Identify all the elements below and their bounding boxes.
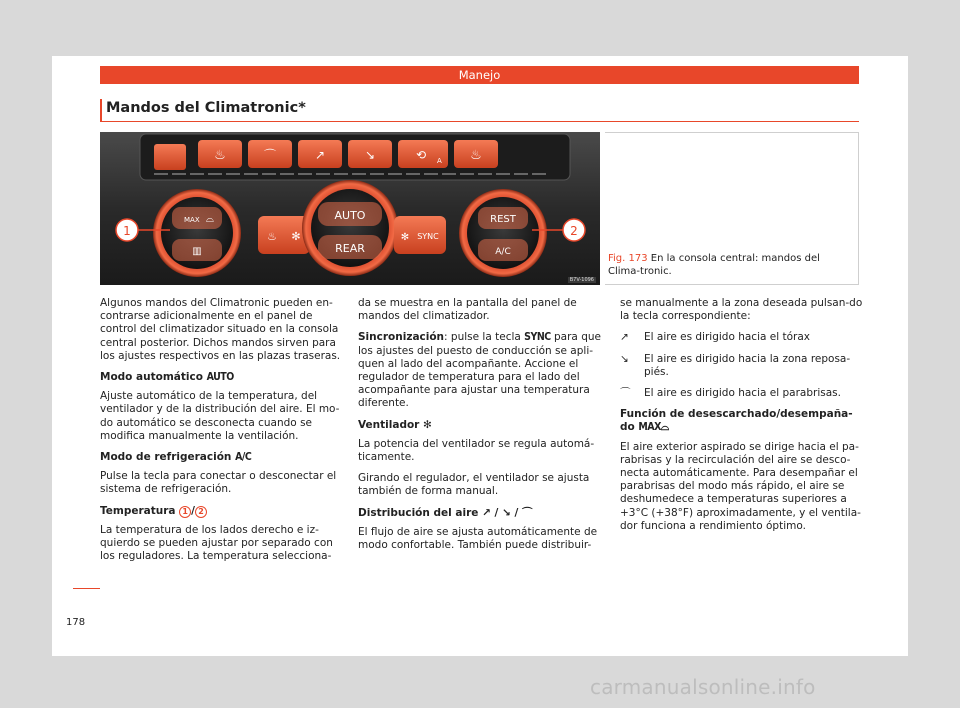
list-item-text: El aire es dirigido hacia la zona reposa-piés. bbox=[644, 352, 851, 378]
sync-lead: Sincronización bbox=[358, 331, 445, 344]
auto-label: AUTO bbox=[334, 209, 366, 222]
auto-key-label: AUTO bbox=[206, 371, 234, 384]
heading-ac-mode: Modo de refrigeración A/C bbox=[100, 451, 252, 464]
intro-paragraph: Algunos mandos del Climatronic pueden en-contrarse adicionalmente en el panel de control del climatizador situado en la consola central posterior. Dichos mandos sirven para los ajustes respectivos en las plazas traseras. bbox=[100, 297, 341, 362]
max-label: MAX bbox=[184, 216, 200, 224]
seat-heat-icon: ♨ bbox=[267, 230, 277, 243]
fan-icon: ✻ bbox=[400, 232, 410, 243]
page-number: 178 bbox=[66, 617, 86, 628]
text-column-1 bbox=[100, 297, 343, 571]
fan-paragraph-2: Girando el regulador, el ventilador se ajusta también de forma manual. bbox=[358, 472, 590, 498]
fan-icon: ✻ bbox=[291, 230, 301, 243]
text-column-3 bbox=[620, 297, 863, 541]
auto-mode-paragraph: Ajuste automático de la temperatura, del ventilador y de la distribución del aire. El mo-do automático se desconecta cuando se modifica manualmente la ventilación. bbox=[100, 390, 340, 442]
heading-defrost: Función de desescarchado/desempaña-do MAX⌓ bbox=[620, 408, 853, 434]
heading-auto-mode: Modo automático AUTO bbox=[100, 371, 234, 384]
heading-temperature: Temperatura 1 / 2 bbox=[100, 505, 343, 518]
sync-button[interactable] bbox=[394, 216, 446, 254]
fan-paragraph-1: La potencia del ventilador se regula automá-ticamente. bbox=[358, 437, 595, 464]
callout-2-inline: 2 bbox=[195, 506, 207, 518]
knob-center-auto[interactable] bbox=[302, 180, 398, 276]
ac-mode-paragraph: Pulse la tecla para conectar o desconectar el sistema de refrigeración. bbox=[100, 470, 337, 496]
climatronic-figure bbox=[100, 132, 600, 285]
heading-fan: Ventilador ✻ bbox=[358, 418, 432, 431]
fan-icon: ✻ bbox=[423, 418, 432, 431]
seat-heat-icon: ♨ bbox=[214, 148, 226, 163]
figure-caption bbox=[608, 253, 848, 278]
page-title: Mandos del Climatronic* bbox=[100, 99, 859, 122]
figure-code: B7V-1096 bbox=[569, 277, 594, 283]
figure-number: Fig. 173 bbox=[608, 253, 648, 264]
seat-heat-icon: ♨ bbox=[470, 148, 482, 163]
airflow-feet-icon: ↘ bbox=[364, 148, 376, 162]
airflow-chest-icon: ↗ bbox=[620, 331, 629, 344]
temperature-paragraph: La temperatura de los lados derecho e iz-quierdo se pueden ajustar por separado con los reguladores. La temperatura selecciona- bbox=[100, 523, 333, 563]
figure-caption-box bbox=[605, 132, 859, 285]
list-item-text: El aire es dirigido hacia el tórax bbox=[644, 331, 810, 344]
ac-label: A/C bbox=[495, 247, 511, 257]
list-item bbox=[620, 331, 863, 344]
recirculation-auto-label: A bbox=[437, 157, 442, 165]
airflow-feet-icon: ↘ bbox=[620, 352, 629, 365]
ac-key-label: A/C bbox=[235, 451, 252, 464]
airflow-chest-icon: ↗ bbox=[314, 148, 326, 162]
seat-heat-left-button[interactable] bbox=[198, 140, 242, 168]
heading-air-distribution: Distribución del aire ↗ / ↘ / ⌒ bbox=[358, 506, 533, 519]
airflow-feet-icon: ↘ bbox=[502, 506, 511, 519]
sync-label: SYNC bbox=[417, 232, 439, 241]
rest-label: REST bbox=[490, 214, 516, 225]
section-header: Manejo bbox=[100, 66, 859, 84]
recirculation-icon: ⟲ bbox=[415, 148, 427, 162]
airflow-chest-icon: ↗ bbox=[482, 506, 491, 519]
sync-paragraph: Sincronización: pulse la tecla SYNC para que los ajustes del puesto de conducción se apli-quen al lado del acompañante. Accione el regulador de temperatura para el lado del acompañante para ajustar una temperatura diferente. bbox=[358, 331, 601, 410]
airflow-chest-button[interactable] bbox=[298, 140, 342, 168]
list-item-text: El aire es dirigido hacia el parabrisas. bbox=[644, 387, 841, 400]
defrost-paragraph: El aire exterior aspirado se dirige hacia el pa-rabrisas y la recirculación del aire se desco-necta automáticamente. Para desempañar el parabrisas del modo más rápido, el aire se deshumedece a temperaturas superiores a +3°C (+38°F) aproximadamente, y el ventila-dor funciona a rendimiento óptimo. bbox=[620, 440, 861, 532]
windshield-air-icon: ⌒ bbox=[263, 148, 277, 162]
callout-1-inline: 1 bbox=[179, 506, 191, 518]
defrost-icon: ⌓ bbox=[660, 421, 670, 434]
windshield-air-button[interactable] bbox=[248, 140, 292, 168]
knob-right-temperature[interactable] bbox=[459, 189, 547, 277]
windshield-air-icon: ⌒ bbox=[620, 387, 631, 400]
windshield-air-icon: ⌒ bbox=[522, 506, 533, 519]
page-number-rule bbox=[73, 588, 100, 620]
seat-heat-right-button[interactable] bbox=[454, 140, 498, 168]
list-item bbox=[620, 387, 863, 400]
max-key-label: MAX bbox=[638, 421, 661, 434]
callout-1-label: 1 bbox=[123, 224, 131, 238]
defrost-icon: ⌓ bbox=[206, 214, 214, 225]
rear-label: REAR bbox=[335, 242, 365, 255]
rear-defrost-icon: ▥ bbox=[192, 246, 202, 257]
knob-left-temperature[interactable] bbox=[153, 189, 241, 277]
fan-button-left[interactable] bbox=[258, 216, 310, 254]
callout-2-label: 2 bbox=[570, 224, 578, 238]
air-distribution-paragraph: El flujo de aire se ajusta automáticamente de modo confortable. También puede distribuir- bbox=[358, 525, 598, 552]
airflow-feet-button[interactable] bbox=[348, 140, 392, 168]
recirculation-button[interactable] bbox=[398, 140, 448, 168]
temperature-continued-paragraph: da se muestra en la pantalla del panel de mandos del climatizador. bbox=[358, 297, 577, 323]
figure-caption-text: En la consola central: mandos del Clima-tronic. bbox=[608, 253, 820, 277]
sync-key-label: SYNC bbox=[524, 331, 551, 344]
distribution-continued-paragraph: se manualmente a la zona deseada pulsan-do la tecla correspondiente: bbox=[620, 297, 863, 323]
list-item bbox=[620, 353, 863, 379]
climatronic-panel-illustration bbox=[100, 132, 600, 285]
watermark: carmanualsonline.info bbox=[590, 675, 816, 699]
text-column-2 bbox=[358, 297, 601, 560]
